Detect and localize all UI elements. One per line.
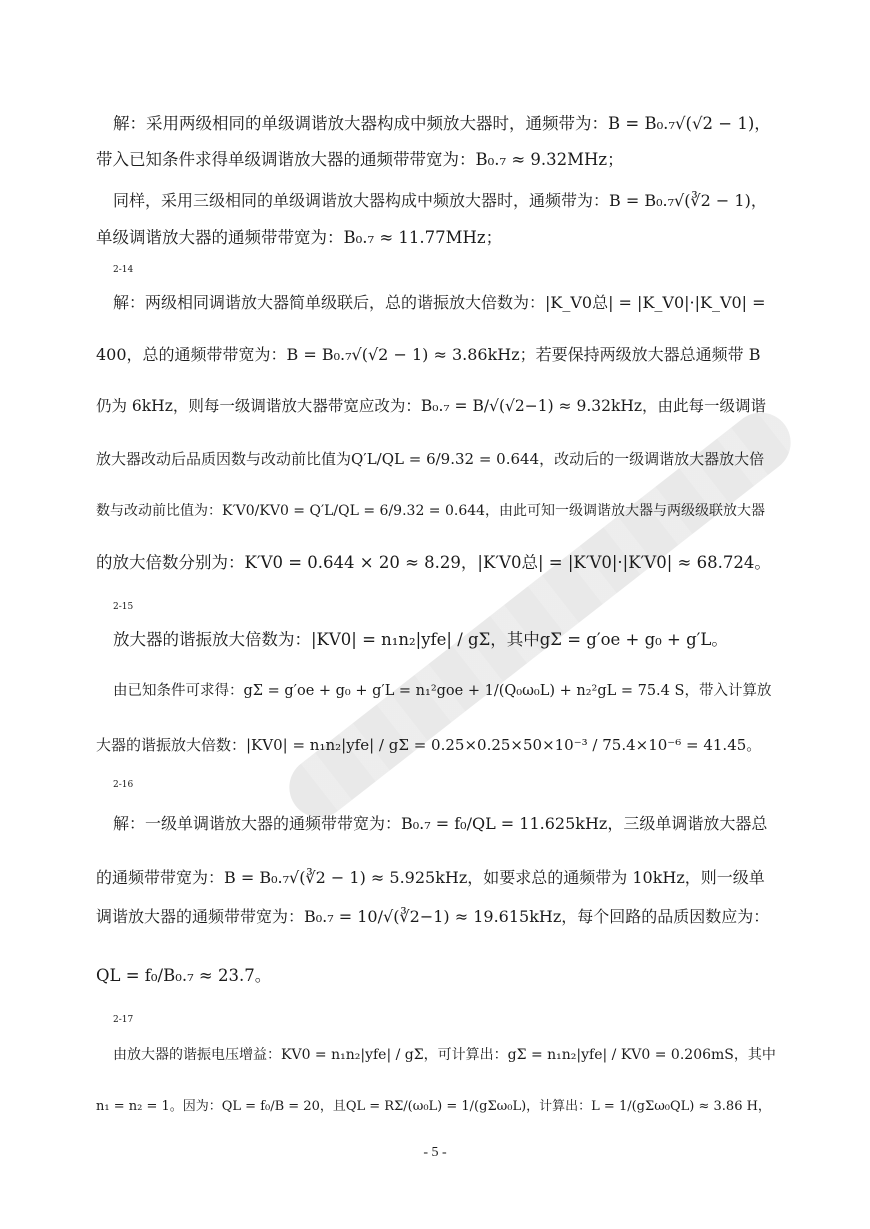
paragraph-line: 带入已知条件求得单级调谐放大器的通频带带宽为：B₀.₇ ≈ 9.32MHz； — [96, 150, 624, 169]
paragraph-line: 仍为 6kHz，则每一级调谐放大器带宽应改为：B₀.₇ = B/√(√2−1) ≈ 9.32kHz，由此每一级调谐 — [96, 397, 767, 415]
paragraph-line: 调谐放大器的通频带带宽为：B₀.₇ = 10/√(∛2−1) ≈ 19.615kHz，每个回路的品质因数应为： — [96, 907, 770, 926]
paragraph-line: 由放大器的谐振电压增益：KV0 = n₁n₂|yfe| / gΣ，可计算出：gΣ = n₁n₂|yfe| / KV0 = 0.206mS，其中 — [113, 1047, 776, 1063]
paragraph-line: 数与改动前比值为：K′V0/KV0 = Q′L/QL = 6/9.32 = 0.644，由此可知一级调谐放大器与两级级联放大器 — [96, 503, 766, 519]
paragraph-line: n₁ = n₂ = 1。因为：QL = f₀/B = 20，且QL = RΣ/(ω₀L) = 1/(gΣω₀L)，计算出：L = 1/(gΣω₀QL) ≈ 3.86 H， — [96, 1099, 771, 1114]
section-number: 2-14 — [113, 265, 134, 275]
paragraph-line: 大器的谐振放大倍数：|KV0| = n₁n₂|yfe| / gΣ = 0.25×0.25×50×10⁻³ / 75.4×10⁻⁶ = 41.45。 — [96, 736, 762, 754]
section-number: 2-15 — [113, 602, 134, 612]
paragraph-line: QL = f₀/B₀.₇ ≈ 23.7。 — [96, 966, 272, 985]
paragraph-line: 400，总的通频带带宽为：B = B₀.₇√(√2 − 1) ≈ 3.86kHz；若要保持两级放大器总通频带 B — [96, 345, 761, 364]
paragraph-line: 的放大倍数分别为：K′V0 = 0.644 × 20 ≈ 8.29，|K′V0总| = |K′V0|·|K′V0| ≈ 68.724。 — [96, 553, 771, 572]
paragraph-line: 解：采用两级相同的单级调谐放大器构成中频放大器时，通频带为：B = B₀.₇√(√2 − 1)， — [113, 114, 771, 133]
paragraph-line: 放大器的谐振放大倍数为：|KV0| = n₁n₂|yfe| / gΣ，其中gΣ = g′oe + g₀ + g′L。 — [113, 630, 728, 649]
section-number: 2-16 — [113, 780, 134, 790]
section-number: 2-17 — [113, 1015, 134, 1025]
paragraph-line: 同样，采用三级相同的单级调谐放大器构成中频放大器时，通频带为：B = B₀.₇√(∛2 − 1)， — [113, 191, 767, 210]
paragraph-line: 解：一级单调谐放大器的通频带带宽为：B₀.₇ = f₀/QL = 11.625kHz，三级单调谐放大器总 — [113, 814, 768, 833]
paragraph-line: 放大器改动后品质因数与改动前比值为Q′L/QL = 6/9.32 = 0.644，改动后的一级调谐放大器放大倍 — [96, 450, 765, 468]
paragraph-line: 由已知条件可求得：gΣ = g′oe + g₀ + g′L = n₁²goe + 1/(Q₀ω₀L) + n₂²gL = 75.4 S，带入计算放 — [113, 683, 772, 699]
paragraph-line: 单级调谐放大器的通频带带宽为：B₀.₇ ≈ 11.77MHz； — [96, 228, 503, 247]
page-number: - 5 - — [423, 1145, 447, 1160]
paragraph-line: 解：两级相同调谐放大器简单级联后，总的谐振放大倍数为：|K_V0总| = |K_V0|·|K_V0| = — [113, 293, 766, 312]
paragraph-line: 的通频带带宽为：B = B₀.₇√(∛2 − 1) ≈ 5.925kHz，如要求总的通频带为 10kHz，则一级单 — [96, 868, 765, 887]
